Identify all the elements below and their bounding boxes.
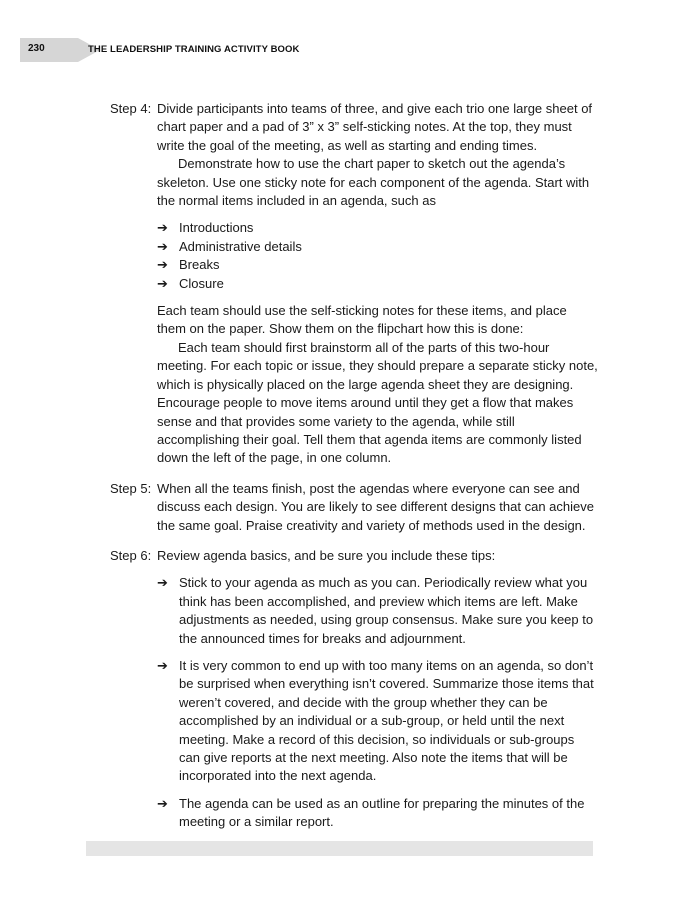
step-5: [110, 480, 598, 535]
page-header: [20, 38, 620, 62]
paragraph: Demonstrate how to use the chart paper to sketch out the agenda’s skeleton. Use one sticky note for each component of the agenda. Start with the normal items included in an agenda, such as: [157, 156, 590, 209]
paragraph: Each team should first brainstorm all of the parts of this two-hour meeting. For each topic or issue, they should prepare a separate sticky note, which is physically placed on the large agenda sheet they are designing. Encourage people to move items around until they get a flow that makes sense and that provides some variety to the agenda, while still accomplishing their goal. Tell them that agenda items are commonly listed down the left of the page, in one column.: [157, 339, 598, 466]
list-item: ➔ It is very common to end up with too many items on an agenda, so don’t be surprised when everything isn’t covered. Summarize those items that weren’t covered, and decide with the group whether they can be accomplished by an individual or a sub-group, or held until the next meeting. Make a record of this decision, so individuals or sub-groups can give reports at the next meeting. Also note the items that will be incorporated into the next agenda.: [157, 657, 594, 784]
paragraph: Review agenda basics, and be sure you include these tips:: [157, 547, 496, 563]
step-label: Step 4:: [110, 101, 152, 116]
step-4: [110, 100, 598, 468]
agenda-items-list: [157, 219, 598, 293]
footer-bar: [86, 841, 593, 856]
list-item: ➔ Stick to your agenda as much as you can. Periodically review what you think has been accomplished, and preview which items are left. Make adjustments as needed, using group consensus. Make sure you keep to the announced times for breaks and adjournment.: [157, 575, 594, 646]
arrow-right-icon: ➔: [157, 257, 168, 273]
page-body: [110, 100, 598, 844]
list-item: ➔ Introductions: [157, 219, 598, 237]
list-item: ➔ Breaks: [157, 256, 598, 274]
step-6: [110, 547, 598, 832]
arrow-right-icon: ➔: [157, 275, 168, 291]
arrow-right-icon: ➔: [157, 795, 168, 811]
page-number: 230: [28, 43, 45, 54]
list-item: ➔ Closure: [157, 275, 598, 293]
paragraph: Divide participants into teams of three, and give each trio one large sheet of chart paper and a pad of 3” x 3” self-sticking notes. At the top, they must write the goal of the meeting, as well as starting and ending times.: [157, 101, 593, 153]
list-item: ➔ The agenda can be used as an outline for preparing the minutes of the meeting or a similar report.: [157, 795, 585, 830]
arrow-right-icon: ➔: [157, 575, 168, 591]
tips-list: [157, 574, 598, 831]
paragraph: When all the teams finish, post the agendas where everyone can see and discuss each design. You are likely to see different designs that can achieve the same goal. Praise creativity and variety of methods used in the design.: [157, 480, 594, 533]
arrow-right-icon: ➔: [157, 657, 168, 673]
step-label: Step 6:: [110, 547, 152, 563]
arrow-right-icon: ➔: [157, 238, 168, 254]
list-item: ➔ Administrative details: [157, 238, 598, 256]
arrow-right-icon: ➔: [157, 220, 168, 236]
step-label: Step 5:: [110, 480, 152, 496]
paragraph: Each team should use the self-sticking notes for these items, and place them on the paper. Show them on the flipchart how this is done:: [157, 303, 567, 337]
running-title: THE LEADERSHIP TRAINING ACTIVITY BOOK: [88, 44, 300, 55]
